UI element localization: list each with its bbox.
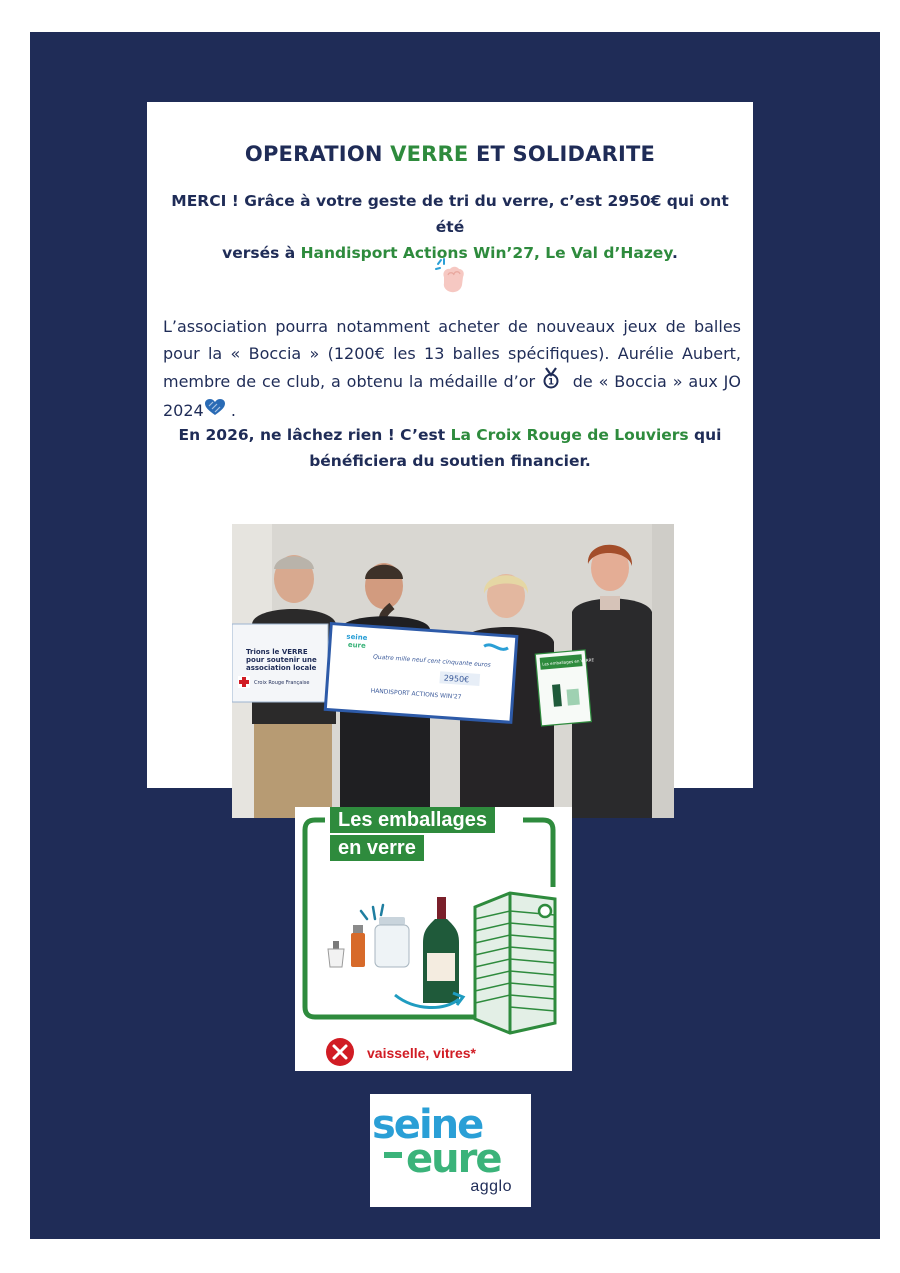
medicine-bottle-icon <box>351 925 365 967</box>
logo-word-bottom: eure <box>406 1136 501 1182</box>
clapping-hands-icon <box>434 257 468 299</box>
thanks-line2: versés à Handisport Actions Win’27, Le Val d’Hazey. <box>222 244 678 262</box>
medal-icon <box>541 367 561 398</box>
thanks-paragraph <box>167 188 733 266</box>
paragraph-text-1: L’association pourra notamment acheter de nouveaux jeux de balles pour la « Boccia » (1200€ les 13 balles spécifiques). Aurélie Aubert, membre de ce club, a obtenu la médaille d’or <box>163 317 741 391</box>
cheque-payee: HANDISPORT ACTIONS WIN'27 <box>370 687 462 701</box>
poster-background <box>30 32 880 1239</box>
recycling-sign <box>232 624 328 702</box>
wine-bottle-icon <box>423 897 459 1003</box>
cheque-words: Quatre mille neuf cent cinquante euros <box>372 653 492 669</box>
svg-text:1: 1 <box>547 377 555 388</box>
cheque-brand-top: seine <box>346 632 368 643</box>
giant-cheque <box>325 624 517 723</box>
thanks-line1: MERCI ! Grâce à votre geste de tri du verre, c’est 2950€ qui ont été <box>171 192 729 236</box>
beneficiary-name: Handisport Actions Win’27, Le Val d’Hazey <box>300 244 673 262</box>
excluded-items-caption: vaisselle, vitres* <box>367 1045 476 1061</box>
perfume-bottle-icon <box>328 941 344 967</box>
sign-line1: Trions le VERRE <box>246 648 308 656</box>
title-highlight: VERRE <box>390 142 469 166</box>
association-paragraph: L’association pourra notamment acheter de nouveaux jeux de balles pour la « Boccia » (1200€ les 13 balles spécifiques). Aurélie Aubert, membre de ce club, a obtenu la médaille d’or 1 de « Boccia » aux JO 2024 . <box>163 314 741 424</box>
glass-bin-icon <box>475 893 555 1033</box>
glass-title-line1: Les emballages <box>330 807 495 833</box>
seine-eure-agglo-logo <box>370 1094 531 1207</box>
sign-line2: pour soutenir une <box>246 656 317 664</box>
glass-title-line2: en verre <box>330 835 424 861</box>
heart-icon <box>204 398 226 425</box>
title-part1: OPERATION <box>244 142 391 166</box>
cheque-brand-bottom: eure <box>347 640 367 650</box>
announcement-card <box>147 102 753 788</box>
next-year-paragraph: En 2026, ne lâchez rien ! C’est La Croix Rouge de Louviers qui bénéficiera du soutien financier. <box>178 426 722 470</box>
sign-org: Croix Rouge Française <box>254 680 310 686</box>
forbidden-icon <box>326 1038 354 1066</box>
paragraph-text-2: de « Boccia » aux JO 2024 <box>163 371 741 420</box>
next-beneficiary: La Croix Rouge de Louviers <box>450 426 689 444</box>
cheque-ceremony-photo <box>232 524 674 818</box>
flyer-title: Les emballages en VERRE <box>541 657 595 667</box>
sign-line3: association locale <box>246 664 317 672</box>
logo-subtitle: agglo <box>470 1178 512 1195</box>
jar-icon <box>375 917 409 967</box>
cheque-amount: 2950€ <box>443 673 470 685</box>
page-title <box>147 142 753 166</box>
title-part2: ET SOLIDARITE <box>468 142 656 166</box>
glass-packaging-panel <box>295 807 572 1071</box>
logo-word-top: seine <box>372 1102 483 1148</box>
